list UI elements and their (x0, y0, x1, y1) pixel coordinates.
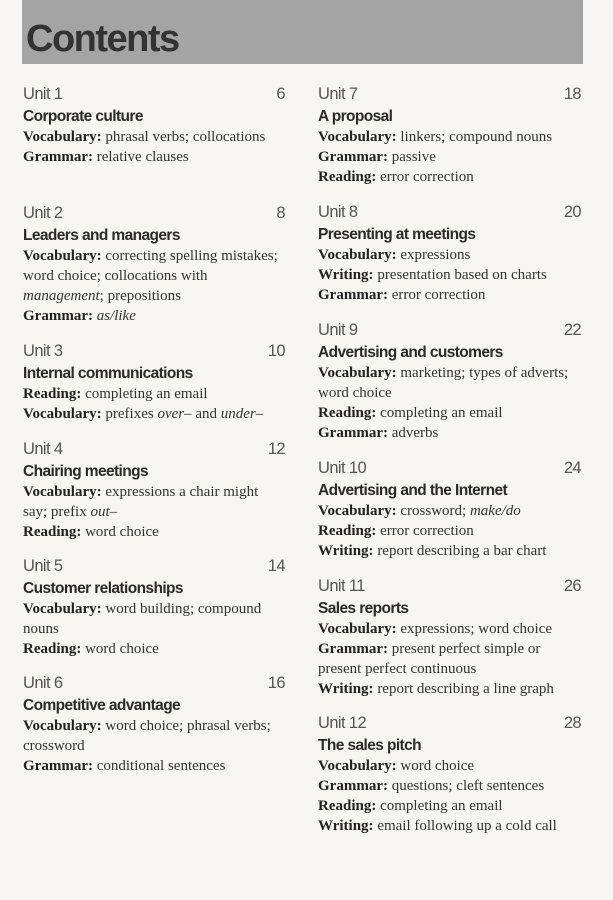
unit-page-number: 10 (267, 342, 285, 360)
topic-heading: Vocabulary: (23, 248, 102, 264)
unit-page-number: 14 (267, 557, 285, 575)
unit-topic (23, 384, 285, 404)
contents-entry (23, 204, 285, 326)
topic-heading: Grammar: (318, 149, 388, 165)
topic-detail: phrasal verbs; collocations (101, 129, 266, 145)
contents-entry (23, 440, 285, 542)
unit-topic (318, 756, 581, 776)
unit-label: Unit 7 (318, 85, 358, 103)
topic-detail: linkers; compound nouns (396, 129, 553, 145)
topic-heading: Grammar: (318, 641, 388, 657)
topic-detail: completing an email (81, 386, 208, 402)
topic-detail: word building; compound nouns (23, 601, 262, 637)
unit-title: Competitive advantage (23, 697, 181, 714)
unit-topic (318, 245, 581, 265)
unit-topic (318, 679, 581, 699)
unit-title: Sales reports (318, 600, 409, 617)
unit-topic (318, 541, 581, 561)
unit-heading-row (318, 714, 581, 736)
topic-detail: crossword; (396, 503, 470, 519)
unit-title: Presenting at meetings (318, 226, 476, 243)
unit-topic (23, 599, 285, 639)
unit-label: Unit 4 (23, 440, 63, 458)
unit-label: Unit 1 (23, 85, 63, 103)
topic-heading: Vocabulary: (318, 503, 397, 519)
unit-title: A proposal (318, 108, 393, 125)
unit-topic (23, 127, 285, 147)
unit-label: Unit 6 (23, 674, 63, 692)
topic-heading: Writing: (318, 267, 374, 283)
unit-label: Unit 5 (23, 557, 63, 575)
topic-heading: Reading: (318, 798, 377, 814)
topic-heading: Grammar: (318, 425, 388, 441)
topic-detail: error correction (376, 169, 474, 185)
unit-label: Unit 11 (318, 577, 365, 595)
topic-heading: Vocabulary: (23, 718, 102, 734)
topic-detail-italic: over– (157, 406, 192, 422)
topic-heading: Writing: (318, 681, 374, 697)
topic-detail-italic: under– (220, 406, 264, 422)
topic-heading: Writing: (318, 543, 374, 559)
topic-detail: completing an email (376, 405, 503, 421)
topic-detail-italic: as/like (96, 308, 136, 324)
unit-label: Unit 2 (23, 204, 63, 222)
unit-label: Unit 8 (318, 203, 358, 221)
unit-topic (318, 403, 581, 423)
unit-title: The sales pitch (318, 737, 421, 754)
topic-detail: expressions (396, 247, 471, 263)
unit-topic (23, 639, 285, 659)
topic-heading: Grammar: (23, 149, 93, 165)
topic-heading: Vocabulary: (318, 247, 397, 263)
unit-page-number: 8 (276, 204, 285, 222)
unit-topic (318, 501, 581, 521)
unit-title: Internal communications (23, 365, 193, 382)
unit-title: Corporate culture (23, 108, 143, 125)
unit-topic (318, 167, 581, 187)
unit-heading-row (318, 577, 581, 599)
unit-title: Customer relationships (23, 580, 183, 597)
unit-title: Advertising and customers (318, 344, 503, 361)
topic-detail: completing an email (376, 798, 503, 814)
topic-detail: report describing a bar chart (373, 543, 547, 559)
topic-detail: word choice (81, 641, 159, 657)
unit-title: Leaders and managers (23, 227, 180, 244)
unit-page-number: 22 (563, 321, 581, 339)
topic-detail: error correction (376, 523, 474, 539)
unit-heading-row (23, 557, 285, 579)
unit-heading-row (23, 85, 285, 107)
unit-topic (23, 147, 285, 167)
topic-heading: Grammar: (318, 778, 388, 794)
unit-topic (23, 482, 285, 522)
unit-topic (318, 639, 581, 679)
unit-label: Unit 12 (318, 714, 367, 732)
unit-heading-row (318, 203, 581, 225)
topic-detail: questions; cleft sentences (387, 778, 545, 794)
topic-heading: Writing: (318, 818, 374, 834)
topic-heading: Vocabulary: (23, 601, 102, 617)
topic-detail: correcting spelling mistakes; word choice; collocations with (23, 248, 278, 284)
unit-title: Advertising and the Internet (318, 482, 508, 499)
contents-entry (318, 85, 581, 187)
unit-page-number: 12 (267, 440, 285, 458)
topic-heading: Vocabulary: (23, 129, 102, 145)
topic-detail: expressions a chair might say; prefix (23, 484, 259, 520)
topic-detail: present perfect simple or present perfect continuous (318, 641, 541, 677)
unit-heading-row (23, 342, 285, 364)
unit-label: Unit 10 (318, 459, 367, 477)
topic-detail: email following up a cold call (373, 818, 557, 834)
topic-heading: Reading: (23, 641, 82, 657)
unit-topic (318, 776, 581, 796)
topic-heading: Grammar: (23, 308, 93, 324)
unit-heading-row (318, 459, 581, 481)
topic-detail: passive (387, 149, 436, 165)
page-title: Contents (26, 18, 179, 60)
unit-topic (23, 404, 285, 424)
contents-entry (23, 557, 285, 659)
contents-entry (23, 85, 285, 167)
unit-heading-row (23, 204, 285, 226)
topic-heading: Vocabulary: (23, 406, 102, 422)
unit-title: Chairing meetings (23, 463, 149, 480)
unit-page-number: 20 (563, 203, 581, 221)
topic-heading: Vocabulary: (318, 758, 397, 774)
unit-topic (318, 127, 581, 147)
unit-topic (23, 522, 285, 542)
unit-page-number: 28 (563, 714, 581, 732)
topic-detail: ; prepositions (99, 288, 181, 304)
topic-heading: Reading: (318, 169, 377, 185)
unit-topic (318, 363, 581, 403)
unit-topic (318, 816, 581, 836)
unit-topic (23, 246, 285, 306)
topic-heading: Grammar: (318, 287, 388, 303)
topic-heading: Vocabulary: (318, 621, 397, 637)
topic-heading: Vocabulary: (318, 365, 397, 381)
unit-topic (318, 619, 581, 639)
unit-heading-row (23, 674, 285, 696)
topic-heading: Reading: (318, 405, 377, 421)
unit-page-number: 16 (267, 674, 285, 692)
unit-page-number: 18 (563, 85, 581, 103)
contents-entry (23, 342, 285, 424)
contents-entry (23, 674, 285, 776)
topic-detail: expressions; word choice (396, 621, 553, 637)
topic-detail: presentation based on charts (373, 267, 547, 283)
unit-topic (318, 423, 581, 443)
topic-detail: word choice (396, 758, 475, 774)
unit-page-number: 24 (563, 459, 581, 477)
topic-detail: relative clauses (92, 149, 189, 165)
unit-page-number: 6 (276, 85, 285, 103)
contents-entry (318, 203, 581, 305)
topic-heading: Vocabulary: (318, 129, 397, 145)
unit-topic (318, 147, 581, 167)
topic-heading: Vocabulary: (23, 484, 102, 500)
topic-detail-italic: make/do (469, 503, 521, 519)
topic-detail-italic: out– (90, 504, 118, 520)
topic-detail: and (191, 406, 221, 422)
contents-entry (318, 714, 581, 836)
topic-heading: Reading: (23, 524, 82, 540)
unit-heading-row (318, 321, 581, 343)
contents-entry (318, 321, 581, 443)
unit-topic (23, 306, 285, 326)
topic-detail: adverbs (387, 425, 439, 441)
unit-topic (23, 756, 285, 776)
topic-detail: word choice (81, 524, 159, 540)
unit-topic (318, 285, 581, 305)
topic-detail: word choice; phrasal verbs; crossword (23, 718, 271, 754)
contents-entry (318, 577, 581, 699)
unit-topic (318, 521, 581, 541)
topic-detail: conditional sentences (92, 758, 226, 774)
topic-detail: error correction (387, 287, 486, 303)
topic-detail: marketing; types of adverts; word choice (318, 365, 569, 401)
unit-heading-row (318, 85, 581, 107)
unit-topic (23, 716, 285, 756)
topic-detail: report describing a line graph (373, 681, 554, 697)
unit-label: Unit 9 (318, 321, 358, 339)
topic-heading: Reading: (318, 523, 377, 539)
unit-page-number: 26 (563, 577, 581, 595)
unit-heading-row (23, 440, 285, 462)
unit-topic (318, 265, 581, 285)
topic-heading: Grammar: (23, 758, 93, 774)
topic-heading: Reading: (23, 386, 82, 402)
contents-entry (318, 459, 581, 561)
topic-detail-italic: management (23, 288, 100, 304)
unit-topic (318, 796, 581, 816)
unit-label: Unit 3 (23, 342, 63, 360)
topic-detail: prefixes (101, 406, 158, 422)
